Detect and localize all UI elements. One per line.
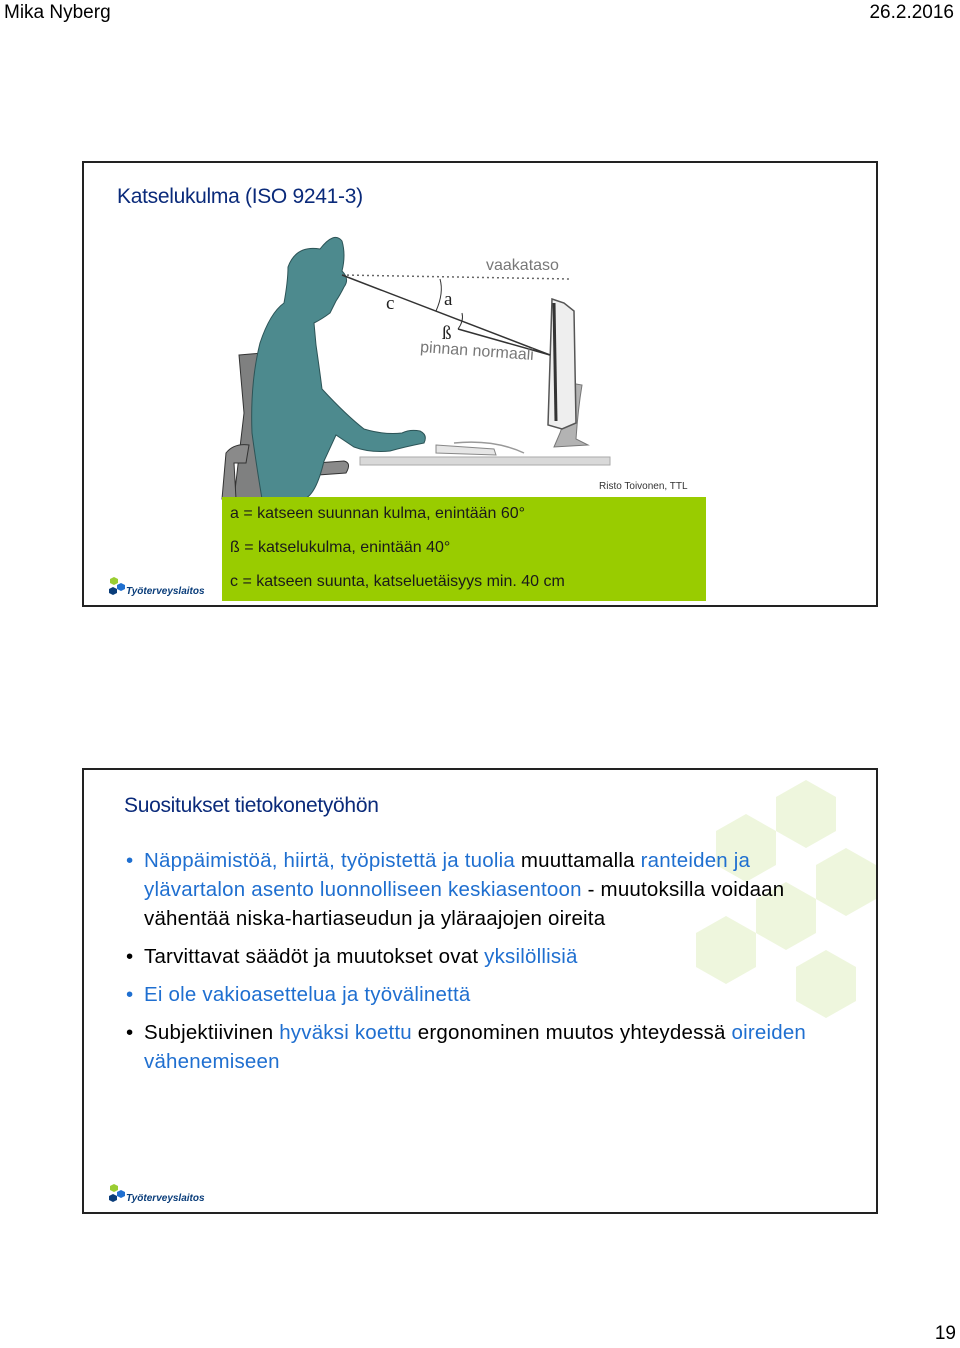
- label-horizontal: vaakataso: [486, 257, 559, 274]
- image-credit: Risto Toivonen, TTL: [599, 481, 688, 492]
- definition-beta: ß = katselukulma, enintään 40°: [230, 539, 451, 556]
- bullet-icon: •: [126, 945, 134, 968]
- keyboard: [436, 445, 496, 455]
- slide-title: Suositukset tietokonetyöhön: [124, 794, 379, 817]
- bullet-icon: •: [126, 1021, 134, 1044]
- definition-a: a = katseen suunnan kulma, enintään 60°: [230, 505, 526, 522]
- logo-mark-icon: [108, 575, 128, 597]
- list-item: • Näppäimistöä, hiirtä, työpistettä ja tuolia muuttamalla ranteiden ja ylävartalon asento luonnolliseen keskiasentoon - muutoksilla voidaan vähentää niska-hartiaseudun ja yläraajojen oireita: [126, 846, 846, 933]
- desk: [360, 457, 610, 465]
- label-c: c: [386, 293, 395, 314]
- definition-c: c = katseen suunta, katseluetäisyys min. 40 cm: [230, 573, 565, 590]
- slide-title: Katselukulma (ISO 9241-3): [117, 185, 363, 208]
- page-number: 19: [934, 1323, 956, 1344]
- author-name: Mika Nyberg: [4, 2, 111, 23]
- slide-recommendations: [82, 768, 878, 1214]
- slide-viewing-angle: [82, 161, 878, 607]
- logo-text: Työterveyslaitos: [126, 586, 205, 597]
- list-item: • Ei ole vakioasettelua ja työvälinettä: [126, 980, 846, 1009]
- list-item: • Tarvittavat säädöt ja muutokset ovat yksilöllisiä: [126, 942, 846, 971]
- logo-mark-icon: [108, 1182, 128, 1204]
- label-surface-normal: pinnan normaali: [419, 339, 535, 364]
- label-a: a: [444, 289, 453, 310]
- monitor: [548, 299, 576, 429]
- date: 26.2.2016: [869, 2, 954, 23]
- bullet-list: [126, 846, 846, 1085]
- list-item: • Subjektiivinen hyväksi koettu ergonominen muutos yhteydessä oireiden vähenemiseen: [126, 1018, 846, 1076]
- ttl-logo: [108, 1182, 205, 1212]
- ttl-logo: [108, 575, 205, 605]
- logo-text: Työterveyslaitos: [126, 1193, 205, 1204]
- label-beta: ß: [442, 323, 452, 344]
- bullet-icon: •: [126, 849, 134, 872]
- definitions-box: [222, 497, 706, 601]
- bullet-icon: •: [126, 983, 134, 1006]
